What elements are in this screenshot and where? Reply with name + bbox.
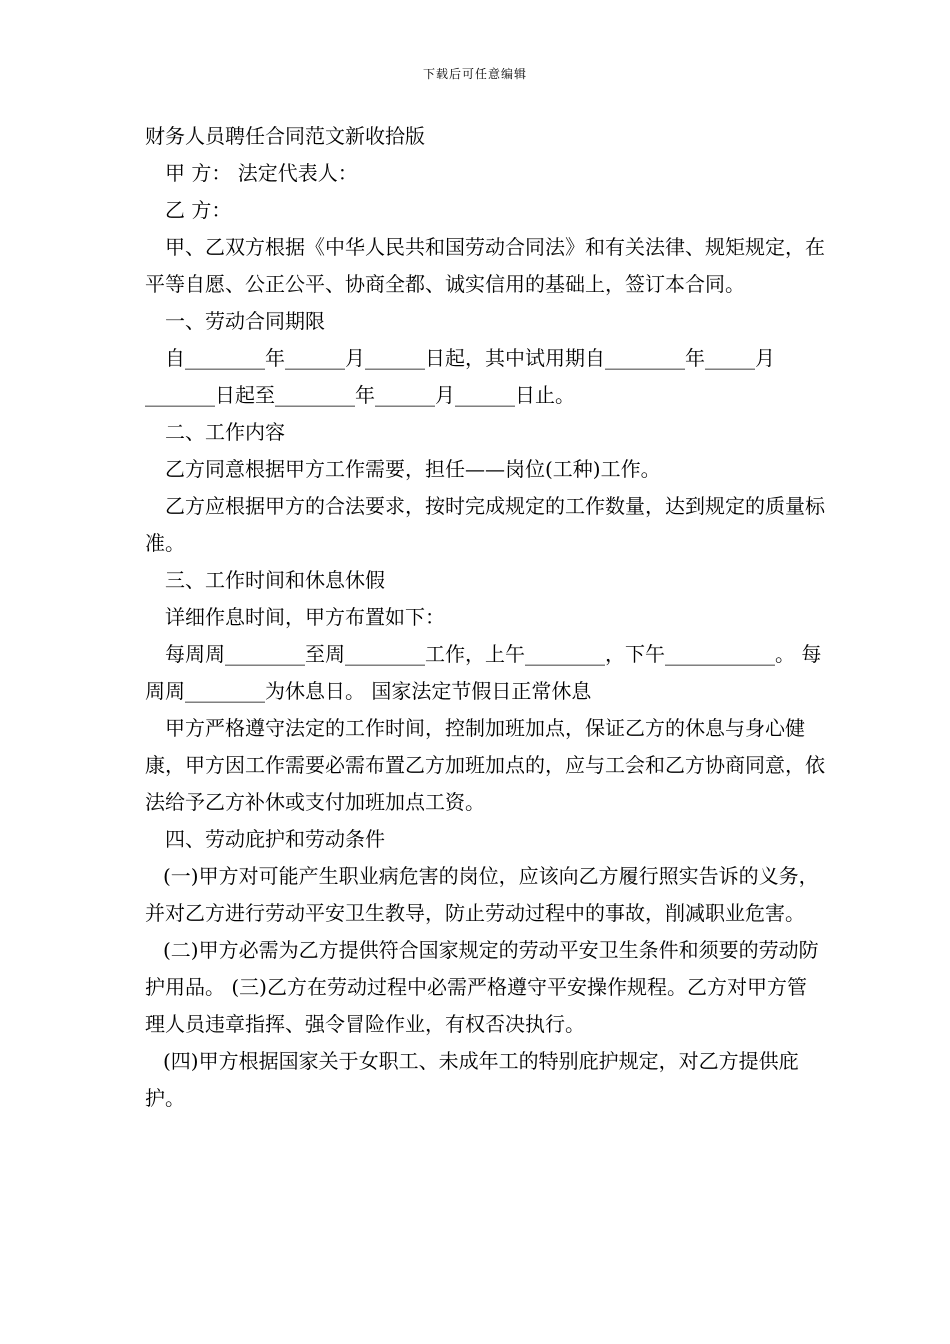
section-heading-4: 四、劳动庇护和劳动条件 <box>165 827 385 851</box>
protection-item-2-3: (二)甲方必需为乙方提供符合国家规定的劳动平安卫生条件和须要的劳动防护用品。 (三)乙方在劳动过程中必需严格遵守平安操作规程。乙方对甲方管理人员违章指挥、强令冒险作业，有权否决执行。 <box>145 938 819 1036</box>
schedule-detail-paragraph: 每周周________至周________工作，上午________，下午___________。 每周周________为休息日。 国家法定节假日正常休息 <box>145 642 822 703</box>
section-heading-3: 三、工作时间和休息休假 <box>165 568 385 592</box>
document-body <box>145 118 825 1117</box>
protection-item-4: (四)甲方根据国家关于女职工、未成年工的特别庇护规定，对乙方提供庇护。 <box>145 1049 799 1110</box>
preamble-paragraph: 甲、乙双方根据《中华人民共和国劳动合同法》和有关法律、规矩规定，在平等自愿、公正公平、协商全都、诚实信用的基础上，签订本合同。 <box>145 235 825 296</box>
job-duty-paragraph: 乙方应根据甲方的合法要求，按时完成规定的工作数量，达到规定的质量标准。 <box>145 494 825 555</box>
section-heading-2: 二、工作内容 <box>165 420 285 444</box>
job-position-paragraph: 乙方同意根据甲方工作需要，担任——岗位(工种)工作。 <box>165 457 661 481</box>
protection-item-1: (一)甲方对可能产生职业病危害的岗位，应该向乙方履行照实告诉的义务，并对乙方进行劳动平安卫生教导，防止劳动过程中的事故，削减职业危害。 <box>145 864 819 925</box>
overtime-paragraph: 甲方严格遵守法定的工作时间，控制加班加点，保证乙方的休息与身心健康，甲方因工作需要必需布置乙方加班加点的，应与工会和乙方协商同意，依法给予乙方补休或支付加班加点工资。 <box>145 716 825 814</box>
document-title: 财务人员聘任合同范文新收拾版 <box>145 124 425 148</box>
party-b-line: 乙 方： <box>165 198 232 222</box>
section-heading-1: 一、劳动合同期限 <box>165 309 325 333</box>
schedule-intro-paragraph: 详细作息时间，甲方布置如下： <box>165 605 445 629</box>
contract-term-paragraph: 自________年______月______日起，其中试用期自________年_____月_______日起至________年______月______日止。 <box>145 346 775 407</box>
party-a-line: 甲 方： 法定代表人： <box>165 161 358 185</box>
page-header: 下载后可任意编辑 <box>422 67 527 81</box>
